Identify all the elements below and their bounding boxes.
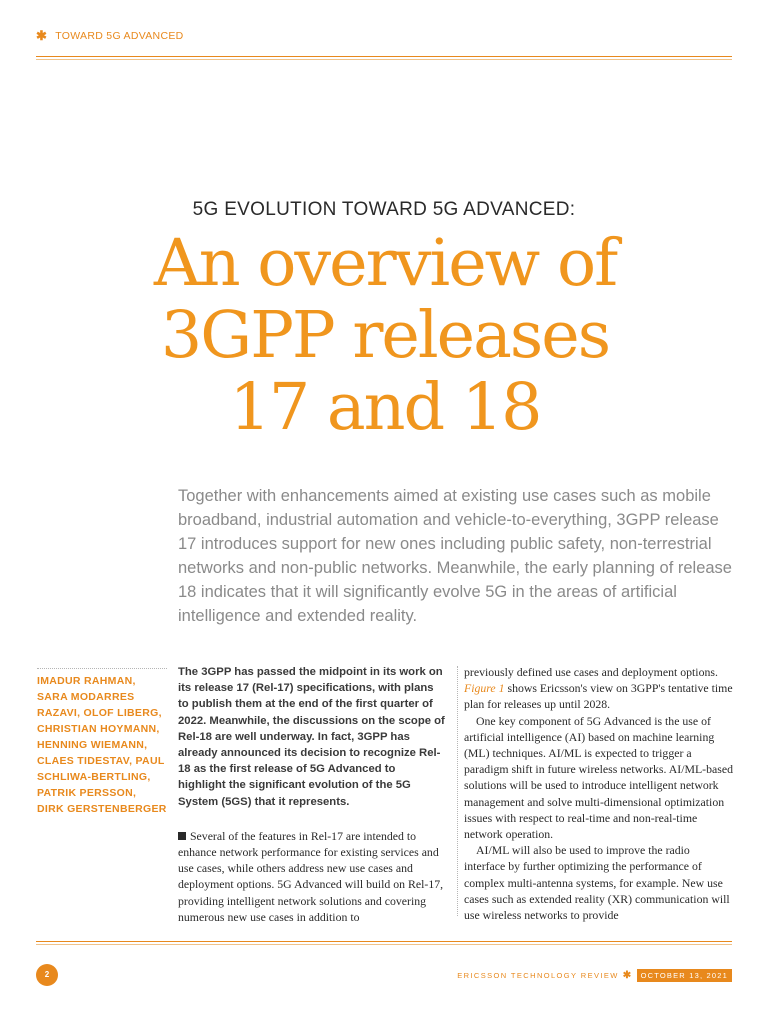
article-headline: An overview of 3GPP releases 17 and 18 (153, 226, 617, 445)
top-rule (36, 56, 732, 57)
column-divider (457, 666, 458, 916)
body-column-2 (464, 664, 734, 923)
figure-1-link[interactable]: Figure 1 (464, 681, 505, 696)
bottom-rule-secondary (36, 944, 732, 945)
body-paragraph: AI/ML will also be used to improve the radio interface by further optimizing the performance of complex multi-antenna systems, for example. New use cases such as extended reality (XR) communication will use wireless networks to provide (464, 843, 730, 923)
publication-name: ERICSSON TECHNOLOGY REVIEW (457, 971, 619, 980)
article-kicker: 5G EVOLUTION TOWARD 5G ADVANCED: (192, 199, 576, 220)
col2-text-after-ref: shows Ericsson's view on 3GPP's tentative time plan for releases up until 2028. (464, 681, 733, 712)
body-paragraph (464, 664, 734, 713)
footer-publication (457, 969, 732, 982)
intro-paragraph: The 3GPP has passed the midpoint in its work on its release 17 (Rel-17) specifications, with plans to publish them at the end of the first quarter of 2022. Meanwhile, the discussions on the scope of Rel-18 are well underway. In fact, 3GPP has already announced its decision to recognize Rel-18 as the first release of 5G Advanced to highlight the significant evolution of the 5G System (5GS) that it represents. (178, 666, 445, 808)
page-number-badge: 2 (36, 964, 58, 986)
body-paragraph (178, 828, 446, 925)
asterisk-icon: ✱ (622, 970, 633, 981)
body-column-1 (178, 664, 446, 925)
col2-text-before-ref: previously defined use cases and deployment options. (464, 665, 718, 679)
article-lead: Together with enhancements aimed at existing use cases such as mobile broadband, industrial automation and vehicle-to-everything, 3GPP release 17 introduces support for new ones including public safety, non-terrestrial networks and non-public networks. Meanwhile, the early planning of release 18 indicates that it will significantly evolve 5G in the areas of artificial intelligence and extended reality. (178, 487, 732, 625)
bottom-rule (36, 941, 732, 942)
asterisk-icon: ✱ (36, 28, 48, 43)
author-line: HENNING WIEMANN, (37, 739, 148, 751)
author-line: DIRK GERSTENBERGER (37, 803, 167, 815)
top-rule-secondary (36, 59, 732, 60)
body-paragraph: One key component of 5G Advanced is the use of artificial intelligence (AI) based on machine learning (ML) techniques. AI/ML is expected to trigger a paradigm shift in future wireless networks. AI/ML-based solutions will be used to introduce intelligent network management and solve multi-dimensional optimization issues with respect to real-time and non-real-time network operation. (464, 713, 733, 842)
publication-date: OCTOBER 13, 2021 (637, 969, 732, 982)
author-line: SCHLIWA-BERTLING, (37, 771, 151, 783)
author-line: CHRISTIAN HOYMANN, (37, 723, 160, 735)
author-line: SARA MODARRES (37, 691, 135, 703)
section-tag (36, 28, 184, 44)
author-line: RAZAVI, OLOF LIBERG, (37, 707, 162, 719)
col1-body-text: Several of the features in Rel-17 are intended to enhance network performance for existing services and use cases, while others address new use cases and deployment options. 5G Advanced will build on Rel-17, providing intelligent network solutions and covering numerous new use cases in addition to (178, 828, 444, 924)
author-line: IMADUR RAHMAN, (37, 675, 136, 687)
section-start-square-icon (178, 832, 186, 840)
author-line: CLAES TIDESTAV, PAUL (37, 755, 165, 767)
author-line: PATRIK PERSSON, (37, 787, 137, 799)
authors-divider (37, 668, 167, 669)
section-title: TOWARD 5G ADVANCED (55, 30, 184, 42)
author-list (37, 673, 172, 817)
